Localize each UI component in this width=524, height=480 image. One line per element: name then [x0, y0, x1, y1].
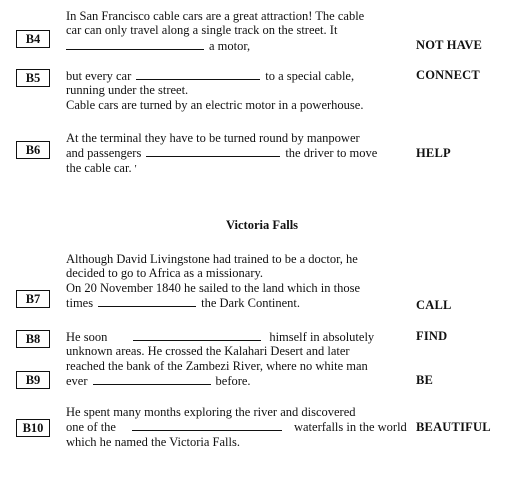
item-number-b4: B4: [16, 30, 50, 48]
item-number-b7: B7: [16, 290, 50, 308]
text-fragment: ever: [66, 373, 88, 388]
keyword-b8: FIND: [416, 329, 448, 343]
passage-b10: [66, 405, 408, 449]
text-fragment: one of the: [66, 420, 116, 435]
text-fragment: and passengers: [66, 146, 142, 161]
text-fragment: but every car: [66, 69, 132, 83]
text-line: reached the bank of the Zambezi River, where no white man: [66, 358, 368, 373]
passage-b8: [66, 329, 408, 388]
text-line: [66, 373, 408, 388]
text-line: He spent many months exploring the river and discovered: [66, 405, 356, 419]
text-fragment: the cable car.: [66, 160, 132, 175]
text-fragment: a motor,: [209, 38, 251, 53]
answer-blank-b9[interactable]: [93, 373, 211, 385]
item-number-b5: B5: [16, 69, 50, 87]
text-line: running under the street.: [66, 83, 189, 98]
text-fragment: He soon: [66, 330, 108, 344]
passage-b4: [66, 9, 408, 53]
answer-blank-b4[interactable]: [66, 38, 204, 50]
keyword-b6: HELP: [416, 146, 451, 160]
passage-b5: [66, 68, 408, 112]
text-line: [66, 329, 408, 344]
item-number-b6: B6: [16, 141, 50, 159]
keyword-b4: NOT HAVE: [416, 38, 483, 52]
text-fragment: before.: [215, 373, 251, 388]
passage-b6: [66, 131, 408, 176]
text-fragment: waterfalls in the world: [293, 420, 407, 435]
text-line: which he named the Victoria Falls.: [66, 434, 240, 449]
text-line: Although David Livingstone had trained to be a doctor, he: [66, 252, 358, 266]
item-number-b10: B10: [16, 419, 50, 437]
answer-blank-b10[interactable]: [132, 419, 282, 431]
keyword-b5: CONNECT: [416, 68, 480, 82]
text-line: [66, 38, 408, 53]
text-line: [66, 161, 408, 176]
item-number-b9: B9: [16, 371, 50, 389]
passage-b7: [66, 252, 408, 310]
text-fragment: the Dark Continent.: [201, 295, 301, 310]
text-line: [66, 68, 408, 83]
answer-blank-b6[interactable]: [146, 145, 280, 157]
text-line: decided to go to Africa as a missionary.: [66, 266, 264, 281]
keyword-b7: CALL: [416, 298, 452, 312]
text-line: [66, 295, 408, 310]
text-line: car can only travel along a single track on the street. It: [66, 23, 338, 38]
text-line: In San Francisco cable cars are a great attraction! The cable: [66, 9, 365, 23]
text-fragment: the driver to move: [285, 146, 378, 161]
text-line: Cable cars are turned by an electric motor in a powerhouse.: [66, 97, 364, 112]
text-line: [66, 419, 408, 434]
text-line: At the terminal they have to be turned round by manpower: [66, 131, 360, 145]
text-fragment: himself in absolutely: [269, 330, 375, 344]
item-number-b8: B8: [16, 330, 50, 348]
text-line: [66, 145, 408, 160]
text-line: On 20 November 1840 he sailed to the land which in those: [66, 280, 361, 295]
answer-blank-b5[interactable]: [136, 68, 260, 80]
text-line: unknown areas. He crossed the Kalahari Desert and later: [66, 344, 350, 359]
answer-blank-b8[interactable]: [133, 329, 261, 341]
text-fragment: to a special cable,: [265, 69, 355, 83]
keyword-b9: BE: [416, 373, 434, 387]
text-fragment: times: [66, 295, 94, 310]
answer-blank-b7[interactable]: [98, 295, 196, 307]
section-title: Victoria Falls: [225, 218, 299, 232]
stray-mark: ': [134, 162, 137, 175]
keyword-b10: BEAUTIFUL: [416, 420, 491, 434]
